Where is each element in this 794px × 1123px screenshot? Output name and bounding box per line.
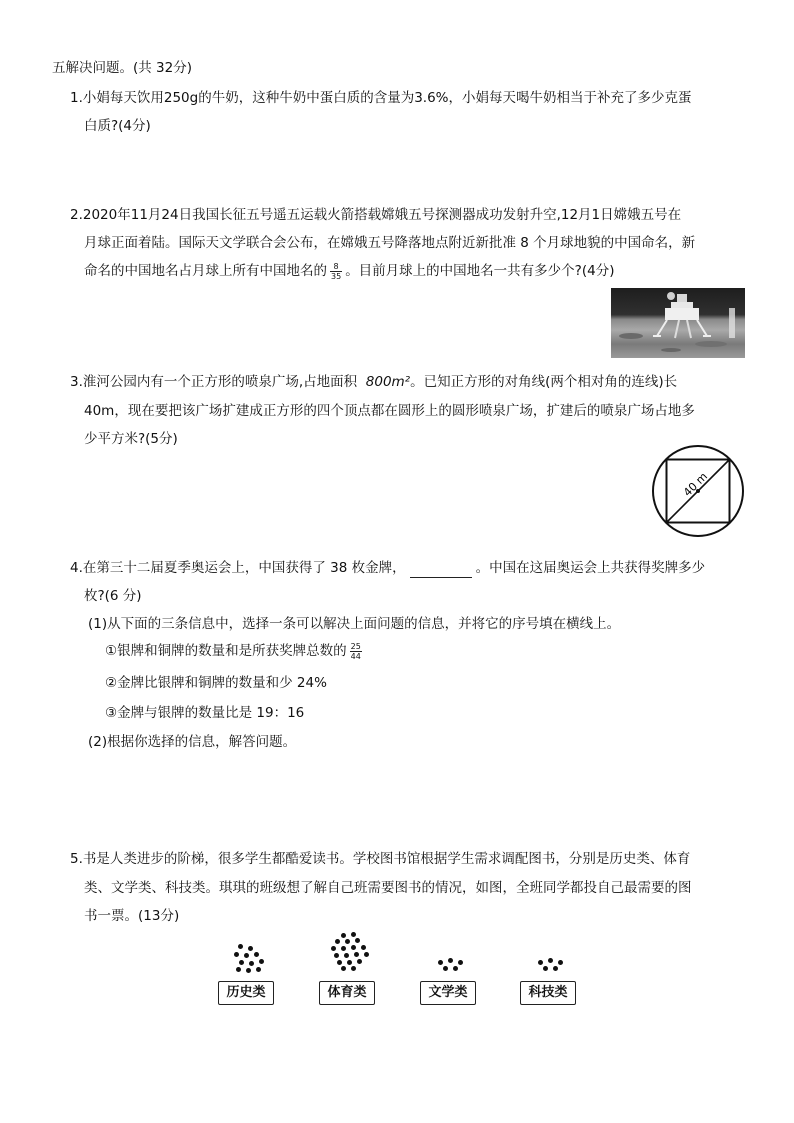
vote-dot <box>548 958 553 963</box>
fraction-denominator: 44 <box>350 651 361 661</box>
vote-dot <box>453 966 458 971</box>
fraction-25-44 <box>350 642 362 661</box>
q4-sub1: (1)从下面的三条信息中，选择一条可以解决上面问题的信息，并将它的序号填在横线上。 <box>88 616 621 632</box>
q4-sub2: (2)根据你选择的信息，解答问题。 <box>88 734 297 750</box>
q4-line1-post: 。中国在这届奥运会上共获得奖牌多少 <box>475 560 706 576</box>
q4-line1 <box>70 558 705 578</box>
vote-dot <box>361 945 366 950</box>
q5-line3: 书一票。(13分) <box>84 908 180 924</box>
q4-option1 <box>105 641 365 661</box>
vote-dot <box>334 953 339 958</box>
vote-dot <box>248 946 253 951</box>
q4-option3: ③金牌与银牌的数量比是 19：16 <box>105 705 305 721</box>
q1-line1: 1.小娟每天饮用250g的牛奶，这种牛奶中蛋白质的含量为3.6%，小娟每天喝牛奶相当于补充了多少克蛋 <box>70 90 692 106</box>
q4-line2: 枚?(6 分) <box>84 588 142 604</box>
vote-dot <box>236 967 241 972</box>
vote-dot <box>351 966 356 971</box>
vote-dot <box>254 952 259 957</box>
vote-dot <box>351 945 356 950</box>
q3-line1-pre: 3.淮河公园内有一个正方形的喷泉广场,占地面积 <box>70 374 358 390</box>
vote-dot <box>438 960 443 965</box>
q5-line2: 类、文学类、科技类。琪琪的班级想了解自己班需要图书的情况，如图，全班同学都投自己最需要的图 <box>84 880 692 896</box>
q3-line1 <box>70 372 677 392</box>
q1-line2: 白质?(4分) <box>84 118 151 134</box>
q5-line1: 5.书是人类进步的阶梯，很多学生都酷爱读书。学校图书馆根据学生需求调配图书，分别是历史类、体育 <box>70 851 691 867</box>
vote-dot <box>337 960 342 965</box>
category-box-4: 科技类 <box>520 981 576 1005</box>
category-box-3: 文学类 <box>420 981 476 1005</box>
category-box-2: 体育类 <box>319 981 375 1005</box>
vote-dot <box>351 932 356 937</box>
q2-line3-post: 。目前月球上的中国地名一共有多少个?(4分) <box>345 263 615 279</box>
vote-dot <box>347 960 352 965</box>
vote-dot <box>443 966 448 971</box>
vote-dot <box>256 967 261 972</box>
vote-dot <box>341 933 346 938</box>
q3-line1-post: 。已知正方形的对角线(两个相对角的连线)长 <box>410 374 678 390</box>
answer-blank[interactable] <box>410 563 472 578</box>
vote-dot <box>246 968 251 973</box>
vote-dot <box>234 952 239 957</box>
q2-line1: 2.2020年11月24日我国长征五号遥五运载火箭搭载嫦娥五号探测器成功发射升空,12月1日嫦娥五号在 <box>70 207 682 223</box>
diagonal-label: 40 m <box>680 469 711 500</box>
q3-line3: 少平方米?(5分) <box>84 431 178 447</box>
vote-dot <box>345 939 350 944</box>
q2-line3-pre: 命名的中国地名占月球上所有中国地名的 <box>84 263 327 279</box>
q3-line2: 40m，现在要把该广场扩建成正方形的四个顶点都在圆形上的圆形喷泉广场，扩建后的喷泉广场占地多 <box>84 403 695 419</box>
section-title: 五解决问题。(共 32分) <box>52 60 193 76</box>
vote-dot <box>238 944 243 949</box>
vote-dot <box>335 939 340 944</box>
vote-dot <box>344 953 349 958</box>
vote-dot <box>354 952 359 957</box>
vote-dot <box>239 960 244 965</box>
vote-dot <box>364 952 369 957</box>
fraction-numerator: 25 <box>350 641 361 651</box>
q4-line1-pre: 4.在第三十二届夏季奥运会上，中国获得了 38 枚金牌， <box>70 560 406 576</box>
vote-dot <box>357 959 362 964</box>
category-box-1: 历史类 <box>218 981 274 1005</box>
vote-dot <box>558 960 563 965</box>
fraction-8-35 <box>330 262 342 281</box>
vote-dot <box>458 960 463 965</box>
fraction-denominator: 35 <box>331 271 342 281</box>
vote-dot <box>553 966 558 971</box>
vote-dot <box>249 961 254 966</box>
vote-dot <box>448 958 453 963</box>
vote-dot <box>543 966 548 971</box>
lunar-lander-photo <box>611 288 745 358</box>
vote-dot <box>331 946 336 951</box>
vote-dot <box>244 953 249 958</box>
q4-option1-text: ①银牌和铜牌的数量和是所获奖牌总数的 <box>105 643 347 659</box>
vote-dot <box>355 938 360 943</box>
q4-option2: ②金牌比银牌和铜牌的数量和少 24% <box>105 675 327 691</box>
q3-area: 800m² <box>365 374 411 390</box>
vote-dot <box>538 960 543 965</box>
q2-line3 <box>84 261 614 281</box>
q2-line2: 月球正面着陆。国际天文学联合会公布，在嫦娥五号降落地点附近新批准 8 个月球地貌的中国命名，新 <box>84 235 696 251</box>
circle-square-diagram <box>650 443 746 539</box>
vote-dot <box>341 946 346 951</box>
vote-dot <box>259 959 264 964</box>
fraction-numerator: 8 <box>330 262 342 272</box>
vote-dot <box>341 966 346 971</box>
lander-illustration <box>611 288 745 358</box>
